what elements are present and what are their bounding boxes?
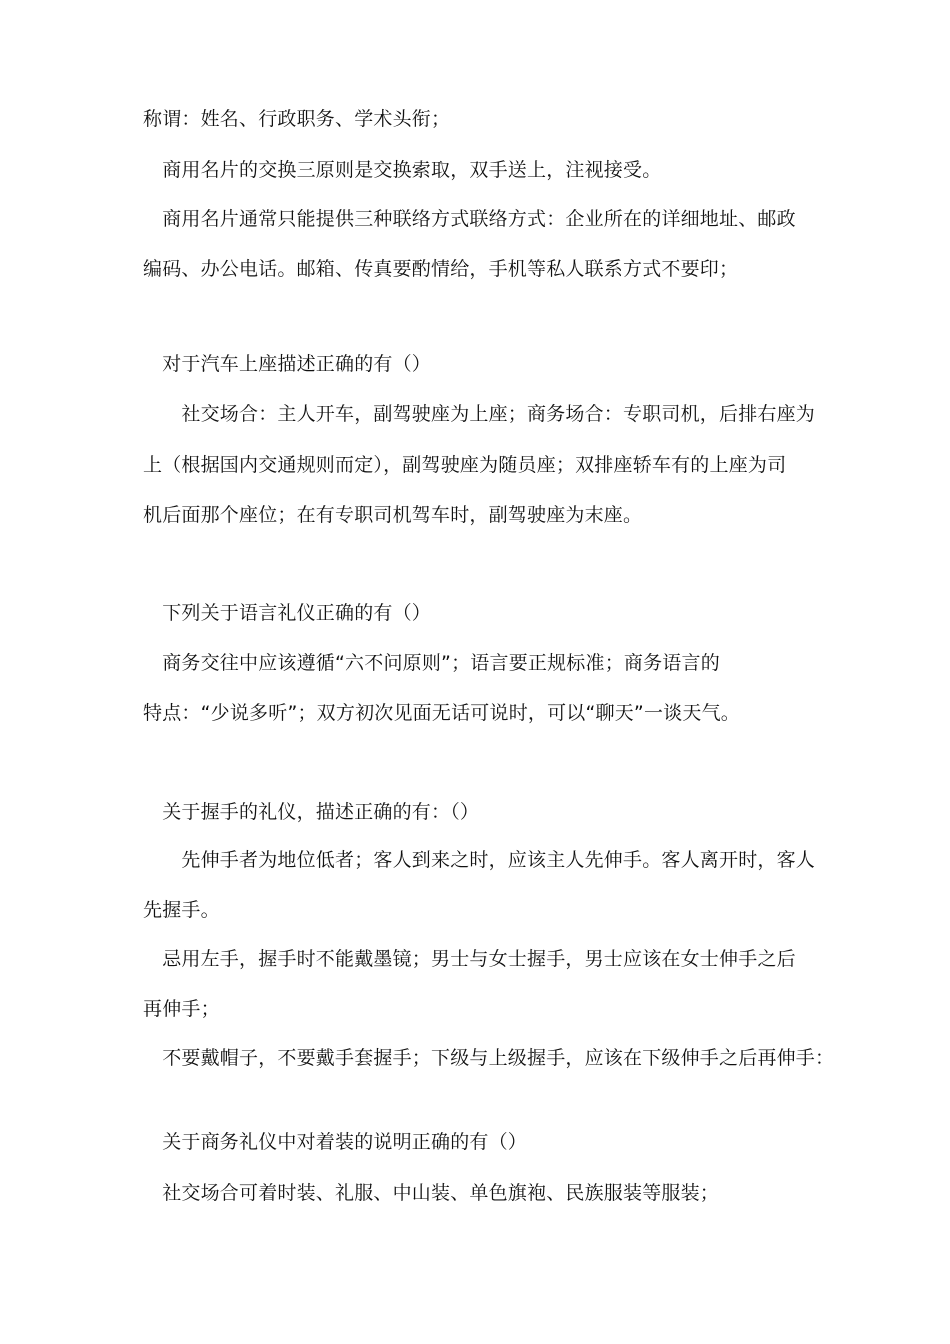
answer-handshake-1: 先伸手者为地位低者；客人到来之时，应该主人先伸手。客人离开时，客人 bbox=[143, 849, 816, 871]
answer-car-seating-3: 机后面那个座位；在有专职司机驾车时，副驾驶座为末座。 bbox=[143, 504, 643, 526]
answer-language-2: 特点：“少说多听”；双方初次见面无话可说时，可以“聊天”一谈天气。 bbox=[143, 702, 740, 724]
text-line-card-contact: 商用名片通常只能提供三种联络方式联络方式：企业所在的详细地址、邮政 bbox=[143, 208, 796, 230]
answer-attire-1: 社交场合可着时装、礼服、中山装、单色旗袍、民族服装等服装； bbox=[143, 1182, 720, 1204]
question-handshake: 关于握手的礼仪，描述正确的有：（） bbox=[143, 801, 480, 823]
question-attire: 关于商务礼仪中对着装的说明正确的有（） bbox=[143, 1131, 528, 1153]
answer-language-1: 商务交往中应该遵循“六不问原则”；语言要正规标准；商务语言的 bbox=[143, 652, 720, 674]
text-line-card-contact-cont: 编码、办公电话。邮箱、传真要酌情给，手机等私人联系方式不要印； bbox=[143, 258, 739, 280]
question-language: 下列关于语言礼仪正确的有（） bbox=[143, 602, 432, 624]
answer-handshake-3: 不要戴帽子，不要戴手套握手；下级与上级握手，应该在下级伸手之后再伸手： bbox=[143, 1047, 835, 1069]
answer-car-seating-2: 上（根据国内交通规则而定），副驾驶座为随员座；双排座轿车有的上座为司 bbox=[143, 454, 787, 476]
text-line-card-exchange: 商用名片的交换三原则是交换索取，双手送上，注视接受。 bbox=[143, 159, 662, 181]
answer-car-seating-1: 社交场合：主人开车，副驾驶座为上座；商务场合：专职司机，后排右座为 bbox=[143, 403, 816, 425]
answer-handshake-2: 忌用左手，握手时不能戴墨镜；男士与女士握手，男士应该在女士伸手之后 bbox=[143, 948, 796, 970]
answer-handshake-2-cont: 再伸手； bbox=[143, 998, 220, 1020]
question-car-seating: 对于汽车上座描述正确的有（） bbox=[143, 353, 432, 375]
text-line-title-forms: 称谓：姓名、行政职务、学术头衔； bbox=[143, 108, 451, 130]
answer-handshake-1-cont: 先握手。 bbox=[143, 899, 220, 921]
